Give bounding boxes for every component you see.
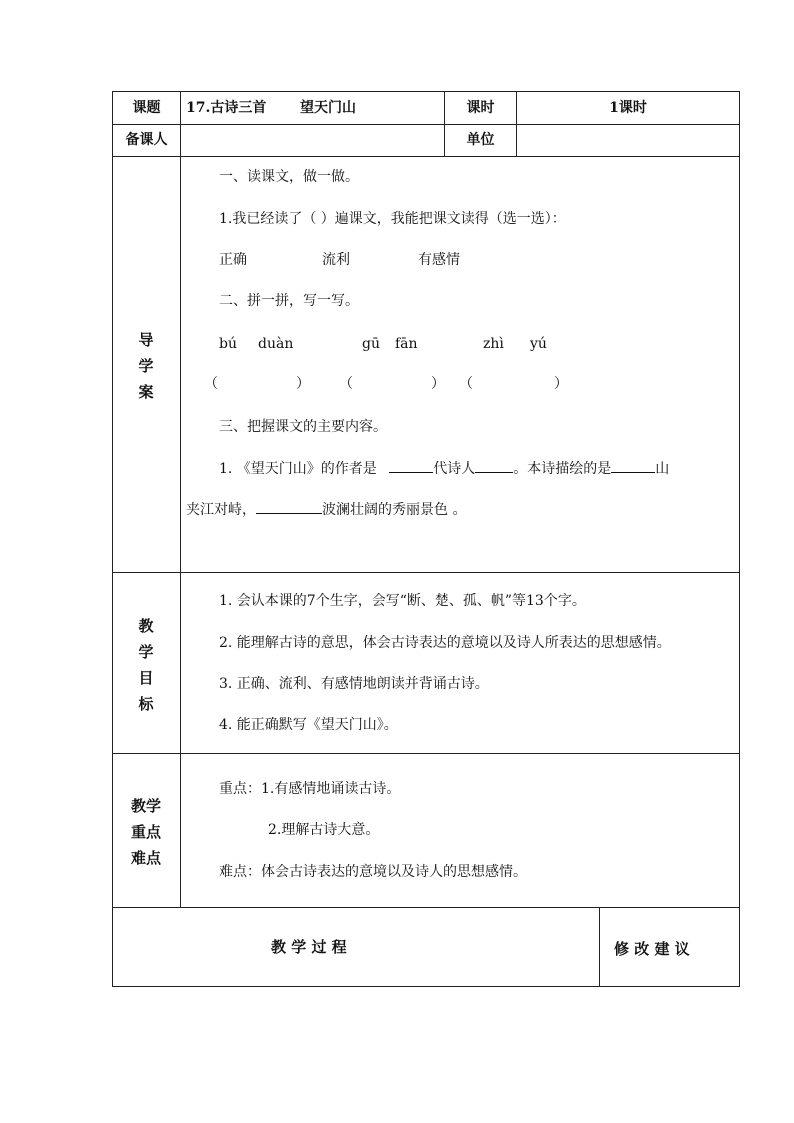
row-divider-5 bbox=[112, 907, 740, 908]
objective-item-4: 4. 能正确默写《望天门山》。 bbox=[219, 717, 398, 733]
objectives-label bbox=[112, 613, 180, 717]
answer-paren-2-close: ） bbox=[431, 376, 445, 392]
pinyin-2b: fān bbox=[395, 336, 418, 352]
label-unit: 单位 bbox=[466, 132, 495, 148]
objective-item-3: 3. 正确、流利、有感情地朗读并背诵古诗。 bbox=[219, 676, 489, 692]
section1-question1: 1.我已经读了（ ）遍课文，我能把课文读得（选一选）： bbox=[219, 211, 566, 227]
objective-item-2: 2. 能理解古诗的意思，体会古诗表达的意境以及诗人所表达的思想感情。 bbox=[219, 635, 671, 651]
option-emotion: 有感情 bbox=[418, 252, 460, 268]
s3-q1-part1: 1. 《望天门山》的作者是 bbox=[219, 461, 377, 477]
answer-paren-3-close: ） bbox=[554, 376, 568, 392]
teaching-process-title: 教 学 过 程 bbox=[271, 938, 347, 956]
answer-paren-1-open: （ bbox=[204, 376, 218, 392]
answer-paren-1-close: ） bbox=[296, 376, 310, 392]
pinyin-1a: bú bbox=[219, 336, 237, 352]
key-points-label-line-2: 重点 bbox=[130, 823, 161, 841]
objectives-label-char-4: 标 bbox=[138, 695, 154, 713]
section3-question1-line1 bbox=[219, 460, 669, 477]
pinyin-3b: yú bbox=[530, 336, 547, 352]
label-preparer: 备课人 bbox=[125, 132, 168, 148]
topic-number: 17.古诗三首 bbox=[186, 100, 267, 116]
blank-author bbox=[389, 460, 433, 473]
pinyin-1b: duàn bbox=[258, 336, 294, 352]
objectives-label-char-2: 学 bbox=[138, 643, 154, 661]
pinyin-2a: gū bbox=[362, 336, 380, 352]
table-border-bottom bbox=[112, 986, 740, 987]
s3-q1-part4: 山 bbox=[655, 461, 670, 477]
period-value: 1课时 bbox=[609, 100, 647, 116]
guide-label bbox=[112, 327, 180, 405]
guide-label-char-1: 导 bbox=[138, 331, 154, 349]
objective-item-1: 1. 会认本课的7个生字，会写“断、楚、孤、帆”等13个字。 bbox=[219, 593, 586, 609]
s3-q1-part2: 代诗人 bbox=[433, 461, 476, 477]
key-points-label-line-1: 教学 bbox=[130, 797, 161, 815]
s3-q1-part3: 。本诗描绘的是 bbox=[513, 461, 612, 477]
section2-title: 二、拼一拼，写一写。 bbox=[219, 293, 359, 309]
s3-q1-line2-part2: 波澜壮阔的秀丽景色 。 bbox=[322, 502, 467, 518]
option-fluent: 流利 bbox=[322, 252, 350, 268]
section3-title: 三、把握课文的主要内容。 bbox=[219, 419, 387, 435]
key-point-2: 2.理解古诗大意。 bbox=[268, 822, 380, 838]
objectives-label-char-3: 目 bbox=[138, 669, 154, 687]
key-points-label-line-3: 难点 bbox=[130, 849, 161, 867]
label-topic: 课题 bbox=[132, 100, 161, 116]
revision-suggestion-title: 修 改 建 议 bbox=[614, 940, 690, 958]
table-border-top bbox=[112, 91, 740, 92]
s3-q1-line2-part1: 夹江对峙， bbox=[186, 502, 256, 518]
blank-river bbox=[256, 501, 322, 514]
answer-paren-3-open: （ bbox=[459, 376, 473, 392]
row-divider-4 bbox=[112, 753, 740, 754]
guide-label-char-2: 学 bbox=[138, 357, 154, 375]
blank-mountain bbox=[611, 460, 655, 473]
label-period: 课时 bbox=[466, 100, 495, 116]
pinyin-3a: zhì bbox=[483, 336, 504, 352]
guide-label-char-3: 案 bbox=[138, 383, 154, 401]
topic-title: 望天门山 bbox=[300, 100, 356, 116]
section1-title: 一、读课文，做一做。 bbox=[219, 169, 359, 185]
blank-dynasty bbox=[475, 460, 513, 473]
key-points-label bbox=[112, 793, 180, 871]
label-column-divider bbox=[180, 91, 181, 908]
option-correct: 正确 bbox=[219, 252, 247, 268]
row-divider-3 bbox=[112, 572, 740, 573]
table-border-right bbox=[739, 91, 740, 987]
section3-question1-line2 bbox=[186, 501, 466, 518]
key-point-1: 重点：1.有感情地诵读古诗。 bbox=[219, 781, 401, 797]
answer-paren-2-open: （ bbox=[339, 376, 353, 392]
row-divider-1 bbox=[112, 124, 740, 125]
difficulty-point: 难点：体会古诗表达的意境以及诗人的思想感情。 bbox=[219, 864, 527, 880]
row-divider-2 bbox=[112, 156, 740, 157]
objectives-label-char-1: 教 bbox=[138, 617, 154, 635]
process-column-divider bbox=[599, 907, 600, 987]
